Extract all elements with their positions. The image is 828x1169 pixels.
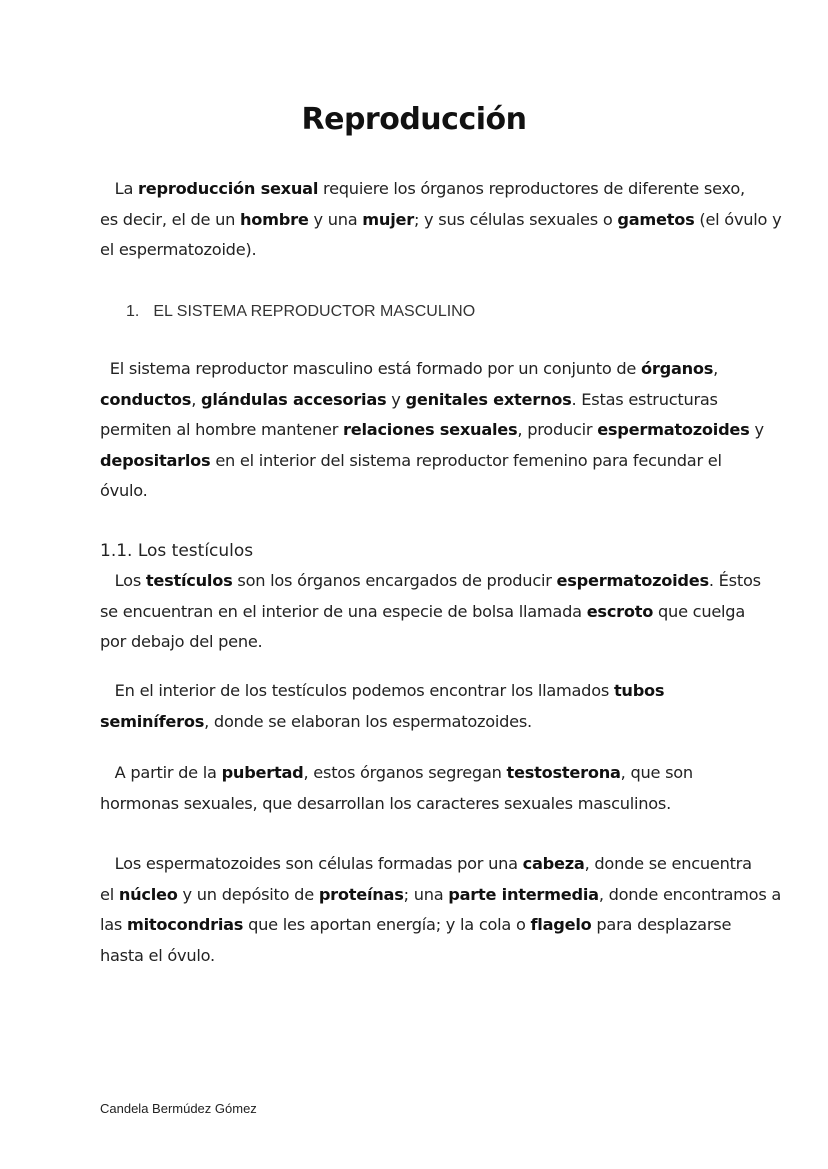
text-run: permiten al hombre mantener [100,420,344,440]
bold-term: reproducción sexual [138,179,319,198]
paragraph-puberty [100,758,740,819]
text-run: las [100,915,127,935]
text-run: Los espermatozoides son células formadas por una [100,854,523,873]
text-line [100,415,764,446]
text-line [100,566,761,597]
text-run: , donde se encuentra [584,854,752,873]
bold-term: testículos [145,571,233,590]
subsection-heading: 1.1. Los testículos [100,541,254,561]
text-run: que cuelga [653,601,745,621]
text-run: La [100,179,139,198]
bold-term: gametos [617,209,695,229]
paragraph-male-system [100,354,764,507]
text-run: hormonas sexuales, que desarrollan los caracteres sexuales masculinos. [100,793,671,813]
text-run: y una [308,209,363,229]
section-title: EL SISTEMA REPRODUCTOR MASCULINO [153,303,476,320]
text-run: el [100,884,119,904]
text-run: , producir [517,420,598,440]
page-title: Reproducción [301,102,527,137]
bold-term: cabeza [522,854,585,873]
text-line [100,385,740,416]
paragraph-seminiferous [100,676,740,737]
bold-term: glándulas accesorias [201,389,387,409]
text-run: se encuentran en el interior de una especie de bolsa llamada [100,601,587,621]
bold-term: conductos [100,389,192,409]
text-run: Los [100,571,146,590]
bold-term: flagelo [530,915,592,935]
text-run: , que son [620,763,693,782]
bold-term: testosterona [506,763,621,782]
text-run: el espermatozoide). [100,240,257,260]
text-run: . Estas estructuras [571,389,718,409]
text-run: óvulo. [100,481,148,501]
text-run: hasta el óvulo. [100,945,215,965]
text-line [100,174,745,205]
text-run: (el óvulo y [694,209,782,229]
text-run: . Éstos [708,571,761,590]
text-run: ; y sus células sexuales o [413,209,618,229]
text-line [100,476,740,507]
bold-term: mitocondrias [127,915,244,935]
text-line [100,446,740,477]
text-run: y [749,420,764,440]
text-run: son los órganos encargados de producir [232,571,557,590]
text-line [100,205,782,236]
text-line [100,676,740,707]
bold-term: relaciones sexuales [343,420,518,440]
bold-term: escroto [586,601,654,621]
bold-term: parte intermedia [448,884,599,904]
text-run: requiere los órganos reproductores de diferente sexo, [318,179,745,198]
text-line [100,354,740,385]
bold-term: genitales externos [405,389,572,409]
paragraph-intro [100,174,782,266]
text-run: para desplazarse [591,915,732,935]
text-run: que les aportan energía; y la cola o [243,915,531,935]
bold-term: mujer [362,209,414,229]
bold-term: espermatozoides [597,420,750,440]
bold-term: espermatozoides [556,571,709,590]
text-run: , [191,389,201,409]
text-run: por debajo del pene. [100,632,263,652]
bold-term: tubos [613,681,665,700]
bold-term: depositarlos [100,450,211,470]
text-run: en el interior del sistema reproductor femenino para fecundar el [210,450,722,470]
text-run: En el interior de los testículos podemos encontrar los llamados [100,681,614,700]
text-line [100,849,752,880]
text-run: , estos órganos segregan [303,763,507,782]
text-line [100,235,740,266]
text-line [100,789,740,820]
bold-term: núcleo [118,884,178,904]
paragraph-testicles [100,566,761,658]
bold-term: pubertad [221,763,304,782]
bold-term: seminíferos [100,711,205,731]
footer-author: Candela Bermúdez Gómez [100,1101,257,1116]
text-line [100,758,740,789]
paragraph-sperm [100,849,782,971]
text-run: , [713,359,719,378]
text-line [100,910,740,941]
text-line [100,707,740,738]
text-run: A partir de la [100,763,222,782]
bold-term: proteínas [318,884,404,904]
text-line [100,627,740,658]
text-run: , donde se elaboran los espermatozoides. [204,711,532,731]
section-heading [126,301,489,323]
bold-term: hombre [240,209,309,229]
text-line [100,597,745,628]
section-number: 1. [126,303,140,320]
text-run: , donde encontramos a [598,884,782,904]
text-run: es decir, el de un [100,209,241,229]
bold-term: órganos [641,359,714,378]
text-run: y un depósito de [177,884,319,904]
text-line [100,880,782,911]
text-run: El sistema reproductor masculino está formado por un conjunto de [100,359,642,378]
text-run: ; una [403,884,449,904]
text-line [100,941,740,972]
text-run: y [386,389,406,409]
